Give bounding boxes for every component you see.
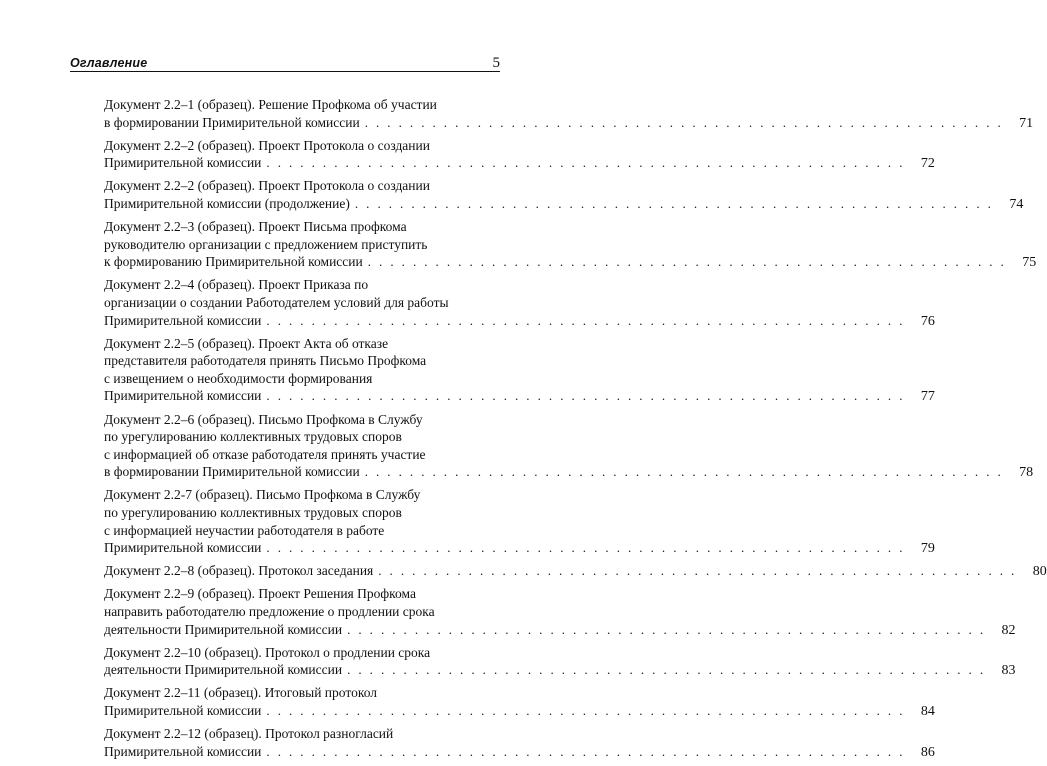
toc-entry <box>104 684 935 720</box>
page-header-title: Оглавление <box>70 56 148 70</box>
toc-entry-last-line <box>104 702 935 721</box>
toc-page-number: 86 <box>920 744 935 760</box>
dot-leader: . . . . . . . . . . . . . . . . . . . . . . . . . . . . . . . . . . . . . . . . . . . . . . . . . . . . . . . . . <box>266 388 905 404</box>
toc-entry-last-line <box>104 743 935 762</box>
toc-page-number: 78 <box>1019 465 1034 481</box>
dot-leader: . . . . . . . . . . . . . . . . . . . . . . . . . . . . . . . . . . . . . . . . . . . . . . . . . . . . . . . . . <box>347 621 986 637</box>
toc-entry-last-line <box>104 253 1037 272</box>
toc-entry <box>104 486 935 557</box>
toc-entry-line: по урегулированию коллективных трудовых споров <box>104 429 402 445</box>
toc-page-number: 71 <box>1019 115 1034 131</box>
toc-entry-text: Примирительной комиссии <box>104 388 262 404</box>
toc-entry-line: Документ 2.2–1 (образец). Решение Профкома об участии <box>104 97 437 112</box>
dot-leader: . . . . . . . . . . . . . . . . . . . . . . . . . . . . . . . . . . . . . . . . . . . . . . . . . . . . . . . . . <box>367 254 1007 270</box>
toc-page-number: 75 <box>1022 255 1037 271</box>
toc-entry-line: Документ 2.2–10 (образец). Протокол о продлении срока <box>104 644 431 660</box>
toc-entry-text: Примирительной комиссии <box>104 743 262 759</box>
dot-leader: . . . . . . . . . . . . . . . . . . . . . . . . . . . . . . . . . . . . . . . . . . . . . . . . . . . . . . . . . <box>266 155 905 171</box>
dot-leader: . . . . . . . . . . . . . . . . . . . . . . . . . . . . . . . . . . . . . . . . . . . . . . . . . . . . . . . . . <box>266 540 905 556</box>
toc-entry-line: представителя работодателя принять Письмо Профкома <box>104 353 427 369</box>
dot-leader: . . . . . . . . . . . . . . . . . . . . . . . . . . . . . . . . . . . . . . . . . . . . . . . . . . . . . . . . . <box>364 114 1004 130</box>
toc-entry-line: Документ 2.2–2 (образец). Проект Протокола о создании <box>104 178 430 194</box>
toc-entry-line: Документ 2.2-7 (образец). Письмо Профкома в Службу <box>104 487 421 503</box>
dot-leader: . . . . . . . . . . . . . . . . . . . . . . . . . . . . . . . . . . . . . . . . . . . . . . . . . . . . . . . . . <box>378 563 1017 579</box>
toc-entry-last-line <box>104 195 1024 214</box>
dot-leader: . . . . . . . . . . . . . . . . . . . . . . . . . . . . . . . . . . . . . . . . . . . . . . . . . . . . . . . . . <box>364 464 1004 480</box>
toc-page-number: 84 <box>920 703 935 719</box>
toc-entry-line: с информацией неучастии работодателя в работе <box>104 522 385 538</box>
toc-entry-last-line <box>104 621 1016 640</box>
toc-entry-text: к формированию Примирительной комиссии <box>104 254 363 270</box>
toc-page-number: 83 <box>1001 663 1016 679</box>
toc-entry <box>104 585 1016 639</box>
toc-entry <box>104 725 935 761</box>
toc-entry-last-line <box>104 114 1034 133</box>
toc-entry-text: Документ 2.2–8 (образец). Протокол заседания <box>104 563 374 579</box>
toc-entry-line: организации о создании Работодателем условий для работы <box>104 294 449 310</box>
toc-entry-text: деятельности Примирительной комиссии <box>104 662 343 678</box>
toc-entry-line: направить работодателю предложение о продлении срока <box>104 603 435 619</box>
toc-entry-line: Документ 2.2–2 (образец). Проект Протокола о создании <box>104 137 430 153</box>
toc-entry-last-line <box>104 387 935 406</box>
toc-entry <box>104 335 935 406</box>
toc-entry <box>104 562 1047 581</box>
toc-page-number: 74 <box>1009 196 1024 212</box>
toc-entry-text: Примирительной комиссии <box>104 702 262 718</box>
toc-entry <box>104 218 1037 272</box>
toc-entry-text: Примирительной комиссии <box>104 312 262 328</box>
toc-entry-text: деятельности Примирительной комиссии <box>104 621 343 637</box>
toc-entry-text: Примирительной комиссии (продолжение) <box>104 195 350 211</box>
toc-entry-last-line <box>104 154 935 173</box>
toc-entry-text: в формировании Примирительной комиссии <box>104 464 360 480</box>
toc-entry-last-line <box>104 463 1034 482</box>
toc-entry <box>104 411 1034 482</box>
toc-entry-last-line <box>104 312 935 331</box>
toc-entry <box>104 644 1016 680</box>
toc-entry-line: с извещением о необходимости формирования <box>104 370 373 386</box>
header-rule <box>70 71 500 72</box>
toc-entry-line: Документ 2.2–3 (образец). Проект Письма профкома <box>104 219 407 235</box>
toc-entry-last-line <box>104 661 1016 680</box>
toc-entry <box>104 96 1034 132</box>
toc-entry-line: с информацией об отказе работодателя принять участие <box>104 446 426 462</box>
page-number: 5 <box>492 55 500 71</box>
toc-entry-line: по урегулированию коллективных трудовых споров <box>104 504 402 520</box>
toc-entry <box>104 276 935 330</box>
toc-page-number: 82 <box>1001 622 1016 638</box>
toc-page-number: 76 <box>920 313 935 329</box>
dot-leader: . . . . . . . . . . . . . . . . . . . . . . . . . . . . . . . . . . . . . . . . . . . . . . . . . . . . . . . . . <box>347 662 986 678</box>
toc-entry-line: Документ 2.2–12 (образец). Протокол разногласий <box>104 726 394 741</box>
toc-page-number: 72 <box>920 156 935 172</box>
dot-leader: . . . . . . . . . . . . . . . . . . . . . . . . . . . . . . . . . . . . . . . . . . . . . . . . . . . . . . . . . <box>266 312 905 328</box>
toc-page-number: 80 <box>1032 564 1047 580</box>
toc-entry-text: Примирительной комиссии <box>104 540 262 556</box>
table-of-contents <box>104 96 1047 766</box>
dot-leader: . . . . . . . . . . . . . . . . . . . . . . . . . . . . . . . . . . . . . . . . . . . . . . . . . . . . . . . . . <box>266 702 905 718</box>
toc-entry-last-line <box>104 562 1047 581</box>
toc-entry-line: руководителю организации с предложением приступить <box>104 236 428 252</box>
toc-page-number: 79 <box>920 541 935 557</box>
toc-entry-line: Документ 2.2–5 (образец). Проект Акта об отказе <box>104 335 389 351</box>
toc-entry <box>104 137 935 173</box>
toc-entry-text: Примирительной комиссии <box>104 155 262 171</box>
dot-leader: . . . . . . . . . . . . . . . . . . . . . . . . . . . . . . . . . . . . . . . . . . . . . . . . . . . . . . . . . <box>266 743 905 759</box>
toc-entry-line: Документ 2.2–11 (образец). Итоговый протокол <box>104 685 377 701</box>
toc-entry-line: Документ 2.2–6 (образец). Письмо Профкома в Службу <box>104 411 423 427</box>
toc-entry-line: Документ 2.2–9 (образец). Проект Решения Профкома <box>104 586 416 602</box>
toc-entry-last-line <box>104 539 935 558</box>
toc-page-number: 77 <box>920 389 935 405</box>
toc-entry-text: в формировании Примирительной комиссии <box>104 114 360 130</box>
toc-entry <box>104 177 1024 213</box>
toc-entry-line: Документ 2.2–4 (образец). Проект Приказа по <box>104 277 369 293</box>
dot-leader: . . . . . . . . . . . . . . . . . . . . . . . . . . . . . . . . . . . . . . . . . . . . . . . . . . . . . . . . . <box>354 195 994 211</box>
